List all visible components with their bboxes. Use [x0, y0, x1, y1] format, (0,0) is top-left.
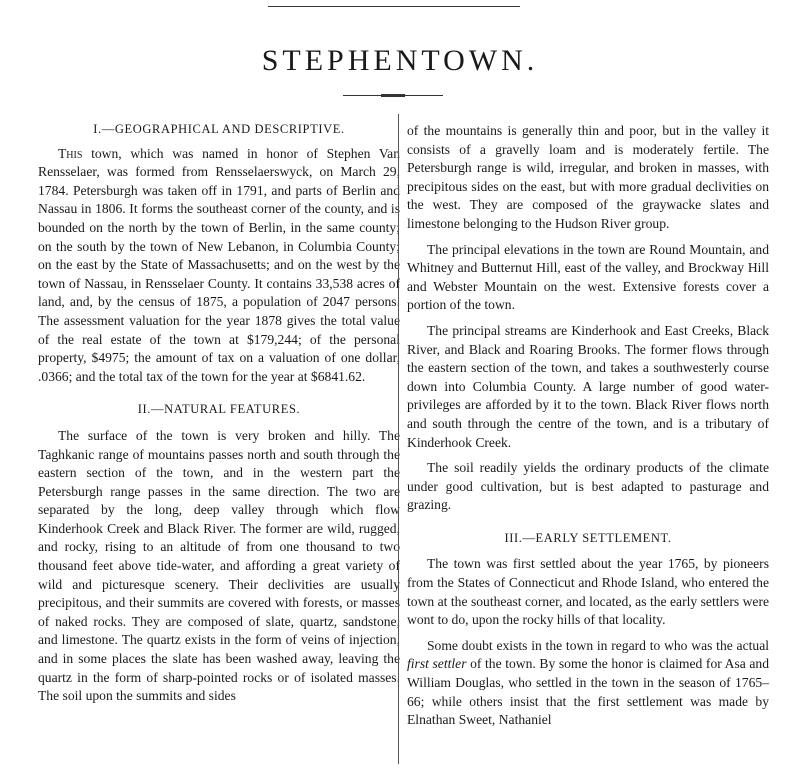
paragraph-natural-features-4: The soil readily yields the ordinary products of the climate under good cultivation, but is best adapted to pasturage and grazing. — [407, 460, 769, 513]
paragraph-text: Some doubt exists in the town in regard to who was the actual — [427, 637, 769, 653]
right-column — [407, 122, 769, 730]
paragraph-early-settlement-1: The town was first settled about the year 1765, by pioneers from the States of Connecticut and Rhode Island, who entered the town at the southeast corner, and located, as the early settlers were wont to do, upon the rocky hills of that locality. — [407, 556, 769, 628]
paragraph-natural-features-1-continued: of the mountains is generally thin and poor, but in the valley it consists of a gravelly loam and is moderately fertile. The Petersburgh range is wild, irregular, and broken in masses, with precipitous sides on the east, but with more gradual declivities on the west. They are composed of the graywacke slates and limestone belonging to the Hudson River group. — [407, 123, 769, 231]
paragraph-geographical — [38, 145, 400, 387]
lead-word: This — [58, 145, 83, 161]
page-title: STEPHENTOWN. — [261, 44, 539, 77]
section-heading-geographical: I.—GEOGRAPHICAL AND DESCRIPTIVE. — [93, 122, 345, 136]
paragraph-early-settlement-2 — [407, 637, 769, 730]
title-ornament — [343, 95, 443, 97]
column-divider — [398, 114, 399, 764]
top-rule — [268, 6, 520, 7]
section-heading-early-settlement: III.—EARLY SETTLEMENT. — [504, 530, 672, 545]
paragraph-text: of the town. By some the honor is claimed for Asa and William Douglas, who settled in the town in the season of 1765–66; while others insist that the first settlement was made by Elnathan Sweet, Nathaniel — [407, 656, 769, 728]
section-heading-natural-features: II.—NATURAL FEATURES. — [137, 402, 301, 417]
paragraph-text: town, which was named in honor of Stephen Van Rensselaer, was formed from Rensselaerswyck, on March 29, 1784. Petersburgh was taken off in 1791, and parts of Berlin and Nassau in 1806. It forms the southeast corner of the county, and is bounded on the north by the town of Berlin, in the same county; on the south by the town of New Lebanon, in Columbia County; on the east by the State of Massachusetts; and on the west by the town of Nassau, in Rensselaer County. It contains 33,538 acres of land, and, by the census of 1875, a population of 2047 persons. The assessment valuation for the year 1878 gives the total value of the real estate of the town at $179,244; of the personal property, $4975; the amount of tax on a valuation of one dollar, .0366; and the total tax of the town for the year at $6841.62. — [38, 145, 400, 384]
paragraph-natural-features-1: The surface of the town is very broken and hilly. The Taghkanic range of mountains passes north and south through the eastern section of the town, and in the western part the Petersburgh range passes in the same direction. The two are separated by the long, deep valley through which flow Kinderhook Creek and Black River. The former are wild, rugged, and rocky, rising to an altitude of from one thousand to two thousand feet above tide-water, and affording a great variety of wild and picturesque scenery. Their declivities are usually precipitous, and their summits are covered with forests, or masses of naked rocks. They are composed of slate, quartz, sandstone, and limestone. The quartz exists in the form of veins of injection, and in some places the slate has been washed away, leaving the quartz in the form of sharp-pointed rocks or of isolated masses. The soil upon the summits and sides — [38, 427, 400, 704]
emphasis-first-settler: first settler — [407, 656, 467, 672]
left-column — [38, 116, 400, 706]
paragraph-natural-features-3: The principal streams are Kinderhook and East Creeks, Black River, and Black and Roaring Brooks. The former flows through the eastern section of the town, and takes a southwesterly course down into Columbia County. A large number of good water-privileges are afforded by it to the town. Black River flows north and south through the centre of the town, and is a tributary of Kinderhook Creek. — [407, 322, 769, 450]
paragraph-natural-features-2: The principal elevations in the town are Round Mountain, and Whitney and Butternut Hill, east of the valley, and Brockway Hill and Webster Mountain on the west. Extensive forests cover a portion of the town. — [407, 241, 769, 313]
